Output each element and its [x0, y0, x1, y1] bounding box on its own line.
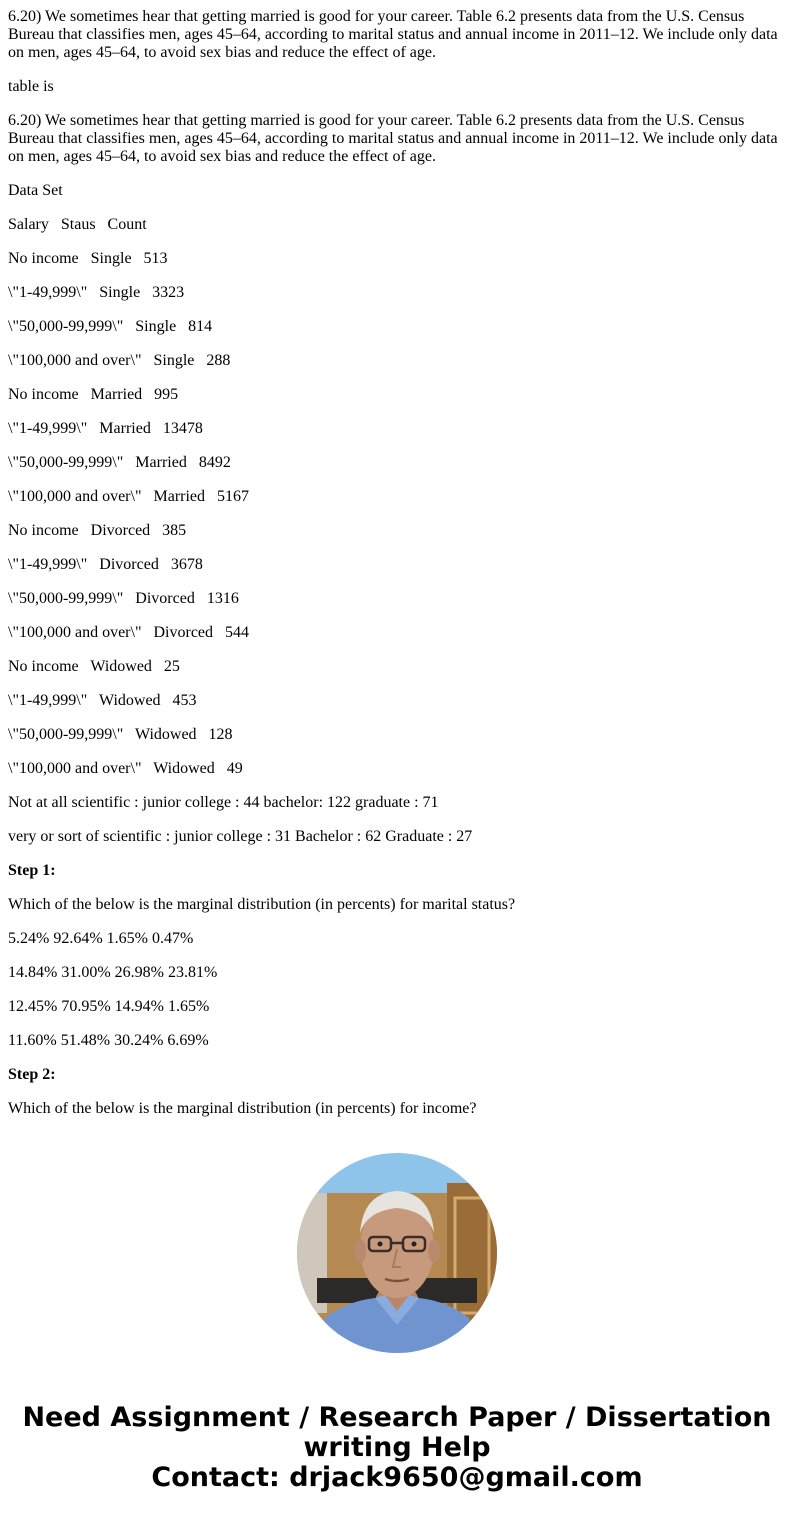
step1-option: 11.60% 51.48% 30.24% 6.69%	[8, 1032, 209, 1049]
extra-line: Not at all scientific : junior college : 44 bachelor: 122 graduate : 71	[8, 794, 439, 811]
data-row: \"1-49,999\" Married 13478	[8, 420, 203, 437]
data-row: No income Single 513	[8, 250, 168, 267]
question-intro: 6.20) We sometimes hear that getting married is good for your career. Table 6.2 presents data from the U.S. Census Bureau that classifies men, ages 45–64, according to marital status and annual income in 2011–12. We include only data on men, ages 45–64, to avoid sex bias and reduce the effect of age.	[8, 8, 778, 61]
data-set-label: Data Set	[8, 182, 63, 199]
avatar-right-ear	[428, 1239, 440, 1263]
step1-option: 5.24% 92.64% 1.65% 0.47%	[8, 930, 194, 947]
data-row: \"100,000 and over\" Single 288	[8, 352, 231, 369]
step1-prompt: Which of the below is the marginal distribution (in percents) for marital status?	[8, 896, 516, 913]
data-row: No income Married 995	[8, 386, 179, 403]
data-row: \"1-49,999\" Single 3323	[8, 284, 185, 301]
data-row: \"50,000-99,999\" Married 8492	[8, 454, 231, 471]
data-row: No income Divorced 385	[8, 522, 187, 539]
data-row: \"50,000-99,999\" Single 814	[8, 318, 213, 335]
avatar-left-ear	[354, 1239, 366, 1263]
step2-label: Step 2:	[8, 1066, 56, 1083]
data-row: \"100,000 and over\" Widowed 49	[8, 760, 243, 777]
question-body	[8, 8, 786, 1134]
data-row: \"100,000 and over\" Married 5167	[8, 488, 250, 505]
data-header-row: Salary Staus Count	[8, 216, 147, 233]
data-row: \"1-49,999\" Widowed 453	[8, 692, 197, 709]
data-row: \"50,000-99,999\" Divorced 1316	[8, 590, 239, 607]
avatar-right-eye	[412, 1242, 417, 1247]
step1-label: Step 1:	[8, 862, 56, 879]
promo-line-1: Need Assignment / Research Paper / Dissertation	[22, 1402, 772, 1433]
person-portrait-icon	[297, 1153, 497, 1353]
step2-prompt: Which of the below is the marginal distribution (in percents) for income?	[8, 1100, 477, 1117]
promo-line-2: writing Help	[303, 1432, 491, 1463]
step1-option: 14.84% 31.00% 26.98% 23.81%	[8, 964, 218, 981]
question-intro-repeat: 6.20) We sometimes hear that getting married is good for your career. Table 6.2 presents data from the U.S. Census Bureau that classifies men, ages 45–64, according to marital status and annual income in 2011–12. We include only data on men, ages 45–64, to avoid sex bias and reduce the effect of age.	[8, 112, 778, 165]
data-row: No income Widowed 25	[8, 658, 180, 675]
data-row: \"100,000 and over\" Divorced 544	[8, 624, 250, 641]
step1-option: 12.45% 70.95% 14.94% 1.65%	[8, 998, 210, 1015]
promo-contact: Contact: drjack9650@gmail.com	[151, 1462, 643, 1493]
data-row: \"50,000-99,999\" Widowed 128	[8, 726, 233, 743]
data-row: \"1-49,999\" Divorced 3678	[8, 556, 203, 573]
tutor-avatar	[297, 1153, 497, 1353]
extra-line: very or sort of scientific : junior college : 31 Bachelor : 62 Graduate : 27	[8, 828, 473, 845]
promo-footer	[0, 1403, 794, 1493]
avatar-left-eye	[378, 1242, 383, 1247]
table-is-label: table is	[8, 78, 54, 95]
